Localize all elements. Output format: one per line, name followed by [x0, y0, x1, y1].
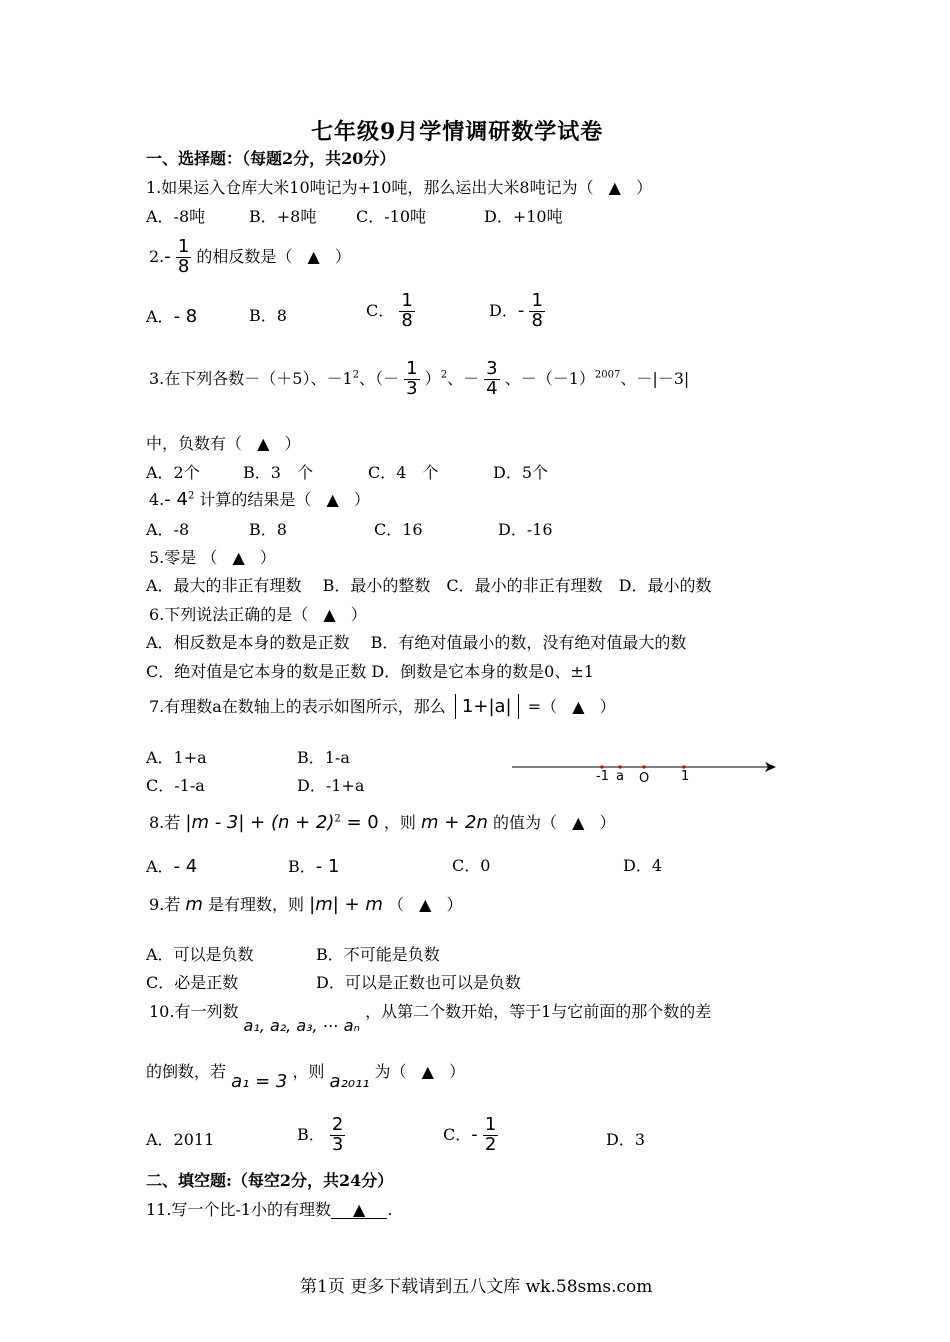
axis-label-origin: O [639, 771, 650, 786]
q10-option-d: D．3 [606, 1130, 646, 1149]
answer-triangle: ▲ [421, 1062, 434, 1081]
q9-option-b: B．不可能是负数 [316, 945, 440, 964]
q7-option-c: C．-1-a [146, 776, 205, 795]
abs-expression: 1+|a| [455, 694, 519, 719]
question-9: 9.若 m 是有理数，则 |m| + m （ ▲ ） [149, 894, 463, 915]
question-1-stem: 1.如果运入仓库大米10吨记为+10吨，那么运出大米8吨记为（ [146, 178, 594, 197]
q8-option-d: D．4 [623, 856, 663, 875]
section-heading-choice: 一、选择题：（每题2分，共20分） [146, 149, 396, 168]
question-11: 11.写一个比-1小的有理数 ▲ . [146, 1200, 393, 1219]
section-heading-fill-blank: 二、填空题:（每空2分，共24分） [146, 1171, 394, 1190]
q1-option-a: A．-8吨 [146, 207, 206, 226]
question-10-line-2: 的倒数，若 a₁ = 3 ，则 a₂₀₁₁ 为（ ▲ ） [146, 1062, 466, 1092]
q1-option-d: D．+10吨 [484, 207, 563, 226]
q10-option-b: B． $\frac{2}{3}$ [297, 1114, 344, 1155]
question-4: 4.- $4^2$ 计算的结果是（ ▲ ） [149, 489, 370, 510]
q2-option-b: B．8 [249, 306, 287, 325]
question-1: 1.如果运入仓库大米10吨记为+10吨，那么运出大米8吨记为（ ▲ ） [146, 178, 653, 197]
fraction-one-eighth: $\frac{1}{8}$ [177, 236, 190, 277]
q10-option-c: C．- $\frac{1}{2}$ [443, 1114, 497, 1155]
question-2: 2.- $\frac{1}{8}$ 的相反数是（ ▲ ） [149, 236, 351, 277]
q6-options-line-2: C．绝对值是它本身的数是正数 D．倒数是它本身的数是0、±1 [146, 662, 594, 681]
answer-triangle: ▲ [608, 178, 621, 197]
answer-triangle: ▲ [326, 490, 339, 509]
answer-triangle: ▲ [257, 434, 270, 453]
q6-options-line-1: A．相反数是本身的数是正数 B．有绝对值最小的数，没有绝对值最大的数 [146, 633, 687, 652]
q8-option-a: A．- 4 [146, 856, 198, 877]
q3-option-d: D．5个 [493, 463, 549, 482]
answer-triangle: ▲ [572, 697, 585, 716]
q7-option-d: D．-1+a [297, 776, 365, 795]
answer-triangle: ▲ [323, 605, 336, 624]
q9-option-c: C．必是正数 [146, 973, 239, 992]
q2-option-a: A．- 8 [146, 306, 198, 327]
q4-option-a: A．-8 [146, 520, 190, 539]
answer-triangle: ▲ [353, 1200, 366, 1219]
axis-label-one: 1 [681, 769, 690, 784]
question-5: 5.零是 （ ▲ ） [149, 548, 276, 567]
q7-option-a: A．1+a [146, 748, 207, 767]
answer-triangle: ▲ [307, 246, 320, 266]
question-10: 10.有一列数 a₁, a₂, a₃, ⋯ aₙ ，从第二个数开始，等于1与它前面的那个数的差 [149, 1002, 712, 1035]
answer-triangle: ▲ [232, 548, 245, 567]
tick-origin [642, 765, 645, 768]
axis-label-minus-one: -1 [596, 769, 609, 784]
answer-triangle: ▲ [572, 813, 585, 832]
q7-option-b: B．1-a [297, 748, 350, 767]
question-8: 8.若 $|m - 3| + (n + 2)^2 = 0$ ，则 m + 2n 的值为（ ▲ ） [149, 812, 616, 833]
q9-option-a: A．可以是负数 [146, 945, 254, 964]
q3-option-c: C．4 个 [368, 463, 439, 482]
answer-blank[interactable] [331, 1202, 387, 1219]
question-7: 7.有理数a在数轴上的表示如图所示，那么 1+|a| =（ ▲ ） [149, 696, 616, 717]
q1-option-b: B．+8吨 [249, 207, 317, 226]
answer-triangle: ▲ [419, 895, 432, 914]
q3-option-b: B．3 个 [243, 463, 313, 482]
axis-label-a: a [616, 769, 624, 784]
q8-option-c: C．0 [452, 856, 491, 875]
q5-options: A．最大的非正有理数 B．最小的整数 C．最小的非正有理数 D．最小的数 [146, 576, 712, 595]
page-footer: 第1页 更多下载请到五八文库 wk.58sms.com [300, 1277, 653, 1297]
q4-option-d: D．-16 [498, 520, 553, 539]
page-title: 七年级9月学情调研数学试卷 [311, 119, 604, 145]
q1-option-c: C．-10吨 [356, 207, 427, 226]
question-6: 6.下列说法正确的是（ ▲ ） [149, 605, 367, 624]
q8-option-b: B．- 1 [288, 856, 340, 877]
q2-option-d: D．- $\frac{1}{8}$ [489, 290, 543, 331]
q3-option-a: A．2个 [146, 463, 200, 482]
question-3: 3.在下列各数－（＋5）、$-1^2$、（－ $\frac{1}{3}$ ）$^2$、－ $\frac{3}{4}$ 、$-(-1)^{2007}$、－|－3| [149, 358, 690, 399]
q2-option-c: C． $\frac{1}{8}$ [366, 290, 413, 331]
question-3-line-2: 中，负数有（ ▲ ） [146, 434, 301, 453]
q4-option-c: C．16 [374, 520, 423, 539]
q4-option-b: B．8 [249, 520, 287, 539]
q9-option-d: D．可以是正数也可以是负数 [316, 973, 521, 992]
q10-option-a: A．2011 [146, 1130, 215, 1149]
